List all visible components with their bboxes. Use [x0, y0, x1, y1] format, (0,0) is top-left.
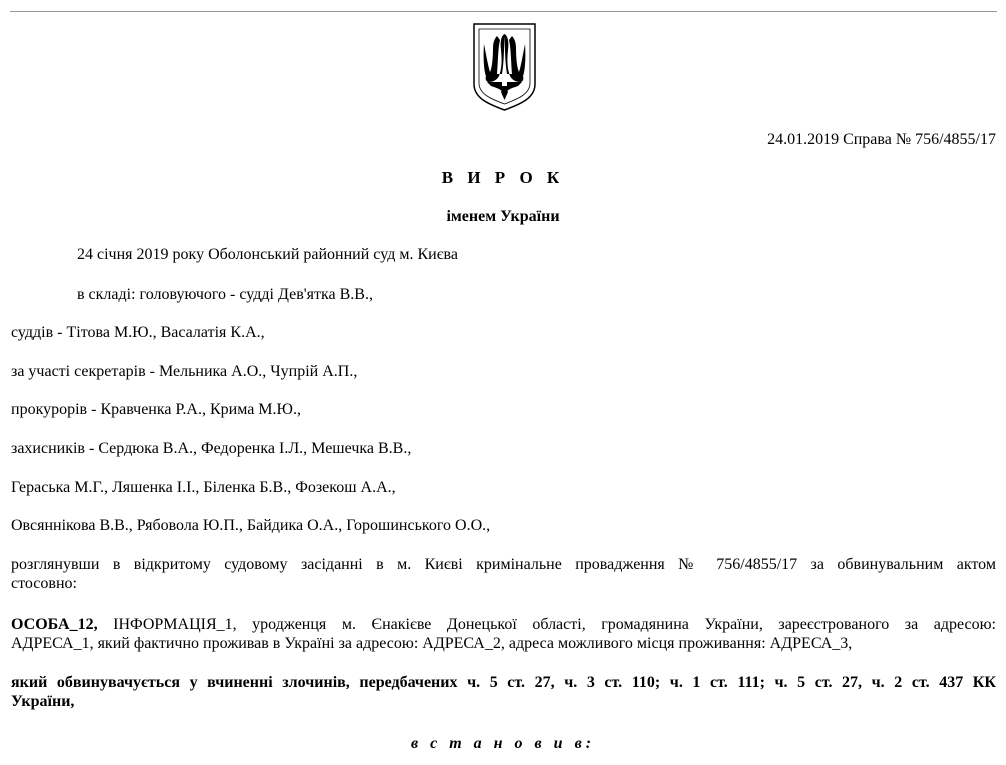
- document-title: В И Р О К: [441, 168, 565, 187]
- date-and-case-number: 24.01.2019 Справа № 756/4855/17: [767, 131, 996, 148]
- charge-line-1: який обвинувачується у вчиненні злочинів, передбачених ч. 5 ст. 27, ч. 3 ст. 110; ч. 1 ст. 111; ч. 5 ст. 27, ч. 2 ст. 437 КК: [11, 674, 996, 691]
- judges-line: суддів - Тітова М.Ю., Васалатія К.А.,: [11, 324, 265, 341]
- intro-line-court: 24 січня 2019 року Оболонський районний суд м. Києва: [77, 246, 458, 263]
- prosecutors-line: прокурорів - Кравченка Р.А., Крима М.Ю.,: [11, 401, 301, 418]
- person-paragraph: [11, 615, 996, 653]
- person-name: ОСОБА_12,: [11, 616, 98, 633]
- top-divider: [10, 11, 997, 12]
- person-details: ІНФОРМАЦІЯ_1, уродженця м. Єнакієве Донецької області, громадянина України, зареєстрованого за адресою:: [97, 616, 996, 633]
- consideration-line-1: розглянувши в відкритому судовому засіданні в м. Києві кримінальне провадження № 756/4855/17 за обвинувальним актом: [11, 556, 996, 573]
- consideration-line-2: стосовно:: [11, 575, 77, 592]
- person-line-1: [11, 615, 996, 634]
- defenders-line-3: Овсяннікова В.В., Рябовола Ю.П., Байдика О.А., Горошинського О.О.,: [11, 517, 491, 534]
- charge-line-2: України,: [11, 693, 75, 710]
- secretaries-line: за участі секретарів - Мельника А.О., Чупрій А.П.,: [11, 363, 358, 380]
- intro-line-presiding: в складі: головуючого - судді Дев'ятка В.В.,: [77, 286, 373, 303]
- person-line-2: АДРЕСА_1, який фактично проживав в Україні за адресою: АДРЕСА_2, адреса можливого місця проживання: АДРЕСА_3,: [11, 635, 853, 652]
- coat-of-arms-icon: [471, 22, 538, 111]
- charge-paragraph: [11, 673, 996, 711]
- defenders-line-1: захисників - Сердюка В.А., Федоренка І.Л., Мешечка В.В.,: [11, 440, 412, 457]
- defenders-line-2: Гераська М.Г., Ляшенка І.І., Біленка Б.В., Фозекош А.А.,: [11, 479, 396, 496]
- document-subtitle: іменем України: [446, 208, 560, 225]
- consideration-paragraph: [11, 555, 996, 593]
- established-heading: в с т а н о в и в:: [410, 735, 596, 752]
